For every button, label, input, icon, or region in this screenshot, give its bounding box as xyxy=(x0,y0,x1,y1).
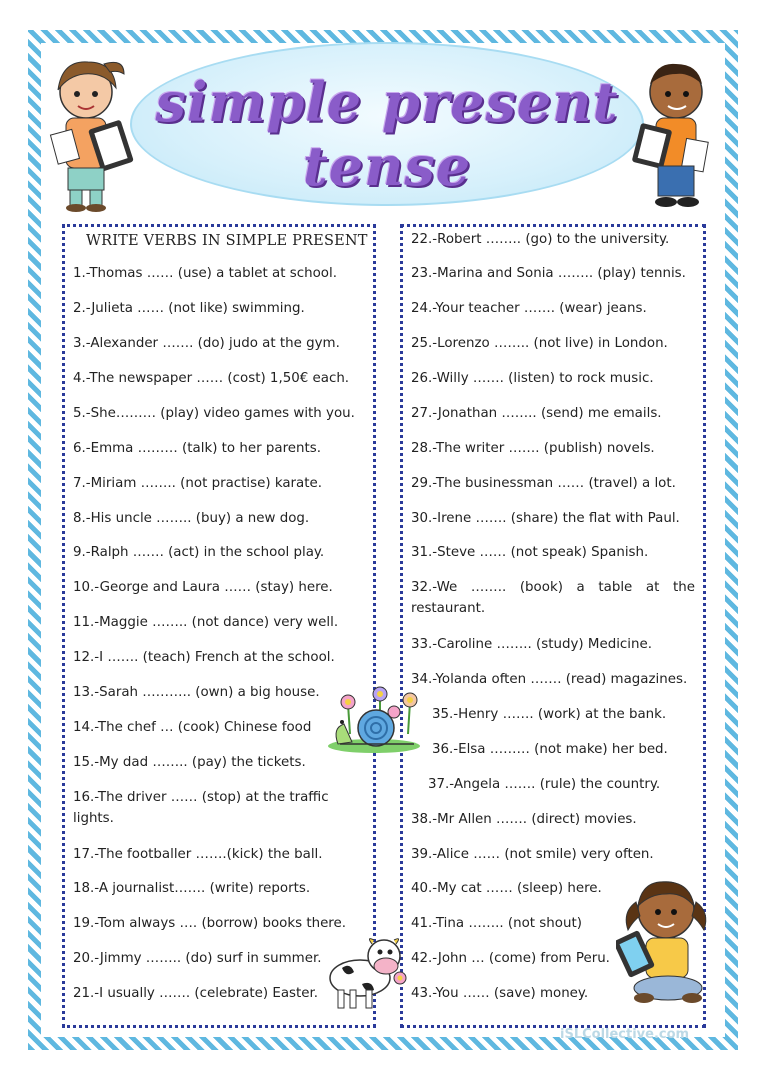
exercise-item: 41.-Tina …….. (not shout) xyxy=(411,916,582,931)
exercise-item: 8.-His uncle …….. (buy) a new dog. xyxy=(73,511,310,526)
exercise-item: 13.-Sarah ……….. (own) a big house. xyxy=(73,685,320,700)
exercise-item: 14.-The chef … (cook) Chinese food xyxy=(73,720,312,735)
exercise-item: 17.-The footballer …….(kick) the ball. xyxy=(73,847,323,862)
exercise-item: 42.-John … (come) from Peru. xyxy=(411,951,610,966)
exercise-item: 39.-Alice …… (not smile) very often. xyxy=(411,847,654,862)
exercise-item: 5.-She……… (play) video games with you. xyxy=(73,406,355,421)
exercise-item: 37.-Angela ……. (rule) the country. xyxy=(428,777,661,792)
girl-with-tablet-icon xyxy=(44,52,134,212)
exercise-item: 7.-Miriam …….. (not practise) karate. xyxy=(73,476,322,491)
exercise-item: 4.-The newspaper …… (cost) 1,50€ each. xyxy=(73,371,350,386)
exercise-item: 9.-Ralph ……. (act) in the school play. xyxy=(73,545,325,560)
exercise-item: 29.-The businessman …… (travel) a lot. xyxy=(411,476,676,491)
exercise-item: 22.-Robert …….. (go) to the university. xyxy=(411,232,670,247)
exercise-item: 11.-Maggie …….. (not dance) very well. xyxy=(73,615,339,630)
exercise-item: 28.-The writer ……. (publish) novels. xyxy=(411,441,655,456)
exercise-item: 27.-Jonathan …….. (send) me emails. xyxy=(411,406,662,421)
snail-with-flowers-icon xyxy=(318,684,430,756)
boy-with-tablet-icon xyxy=(632,54,718,214)
exercise-item: 25.-Lorenzo …….. (not live) in London. xyxy=(411,336,668,351)
exercise-item: 30.-Irene ……. (share) the flat with Paul. xyxy=(411,511,680,526)
exercise-item: 34.-Yolanda often ……. (read) magazines. xyxy=(411,672,688,687)
exercise-item: 36.-Elsa ……… (not make) her bed. xyxy=(432,742,668,757)
exercise-item: 40.-My cat …… (sleep) here. xyxy=(411,881,602,896)
exercise-item: 26.-Willy ……. (listen) to rock music. xyxy=(411,371,654,386)
exercise-item: 6.-Emma ……… (talk) to her parents. xyxy=(73,441,321,456)
exercise-item: 10.-George and Laura …… (stay) here. xyxy=(73,580,333,595)
exercise-item: 12.-I ……. (teach) French at the school. xyxy=(73,650,335,665)
exercise-item: 38.-Mr Allen ……. (direct) movies. xyxy=(411,812,637,827)
exercise-item: 35.-Henry ……. (work) at the bank. xyxy=(432,707,667,722)
exercise-item: 16.-The driver …… (stop) at the traffic lights. xyxy=(73,790,329,826)
exercise-item: 21.-I usually ……. (celebrate) Easter. xyxy=(73,986,319,1001)
instruction-heading: WRITE VERBS IN SIMPLE PRESENT xyxy=(86,233,368,249)
exercise-item: 15.-My dad …….. (pay) the tickets. xyxy=(73,755,306,770)
watermark: iSLCollective.com xyxy=(560,1027,690,1042)
exercise-item: 3.-Alexander ……. (do) judo at the gym. xyxy=(73,336,340,351)
exercise-item: 1.-Thomas …… (use) a tablet at school. xyxy=(73,266,337,281)
exercise-item: 18.-A journalist……. (write) reports. xyxy=(73,881,311,896)
exercise-item: 19.-Tom always …. (borrow) books there. xyxy=(73,916,347,931)
exercise-item: 31.-Steve …… (not speak) Spanish. xyxy=(411,545,649,560)
exercise-item: 23.-Marina and Sonia …….. (play) tennis. xyxy=(411,266,686,281)
exercise-item: 20.-Jimmy …….. (do) surf in summer. xyxy=(73,951,322,966)
exercise-item: 32.-We …….. (book) a table at the restaurant. xyxy=(411,580,695,616)
exercise-item: 33.-Caroline …….. (study) Medicine. xyxy=(411,637,652,652)
exercise-item: 43.-You …… (save) money. xyxy=(411,986,589,1001)
cow-icon xyxy=(318,934,410,1012)
page-title: simple present tense xyxy=(155,70,619,198)
exercise-item: 24.-Your teacher ……. (wear) jeans. xyxy=(411,301,647,316)
exercise-item: 2.-Julieta …… (not like) swimming. xyxy=(73,301,305,316)
girl-sitting-with-tablet-icon xyxy=(616,872,714,1012)
